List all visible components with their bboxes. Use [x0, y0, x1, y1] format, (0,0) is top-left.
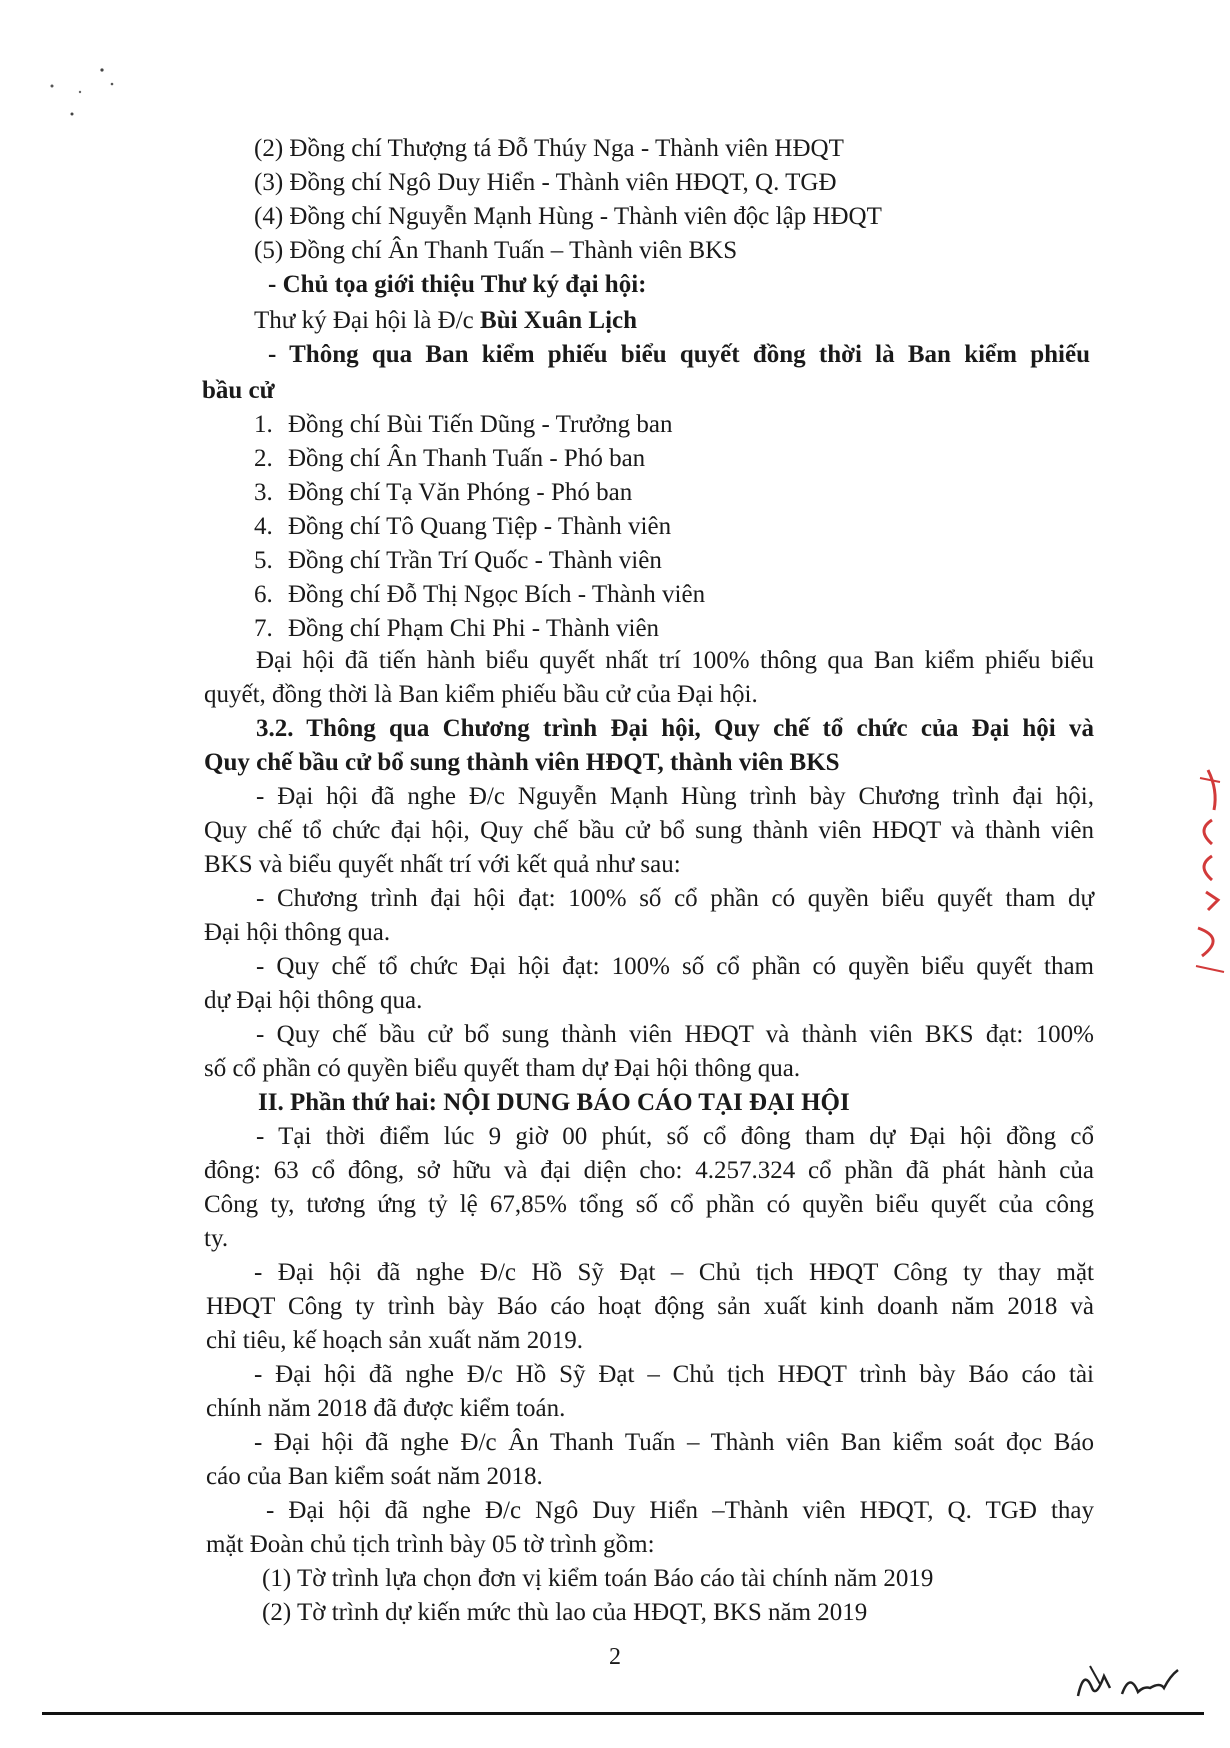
business-report-line-1: - Đại hội đã nghe Đ/c Hồ Sỹ Đạt – Chủ tịch HĐQT Công ty thay mặt	[254, 1259, 1094, 1286]
proposals-line-1: - Đại hội đã nghe Đ/c Ngô Duy Hiển –Thành viên HĐQT, Q. TGĐ thay	[266, 1497, 1094, 1524]
attendance-line-3: Công ty, tương ứng tỷ lệ 67,85% tổng số cổ phần có quyền biểu quyết của công	[204, 1191, 1094, 1218]
supervisory-report-line-2: cáo của Ban kiểm soát năm 2018.	[206, 1463, 543, 1490]
bottom-rule	[42, 1712, 1204, 1715]
business-report-line-3: chỉ tiêu, kế hoạch sản xuất năm 2019.	[206, 1327, 583, 1354]
program-para-line-3: BKS và biểu quyết nhất trí với kết quả như sau:	[204, 851, 681, 878]
section-3-2-heading: 3.2. Thông qua Chương trình Đại hội, Quy chế tổ chức của Đại hội và	[256, 715, 1094, 742]
scan-specks	[50, 62, 130, 122]
program-para-line-2: Quy chế tổ chức đại hội, Quy chế bầu cử bổ sung thành viên HĐQT và thành viên	[204, 817, 1094, 844]
proposals-line-2: mặt Đoàn chủ tịch trình bày 05 tờ trình gồm:	[206, 1531, 655, 1558]
program-para-line-1: - Đại hội đã nghe Đ/c Nguyễn Mạnh Hùng trình bày Chương trình đại hội,	[256, 783, 1094, 810]
committee-member-4: 4. Đồng chí Tô Quang Tiệp - Thành viên	[254, 513, 672, 540]
election-rules-result-line-2: số cổ phần có quyền biểu quyết tham dự Đại hội thông qua.	[204, 1055, 801, 1082]
attendee-line-5: (5) Đồng chí Ân Thanh Tuấn – Thành viên BKS	[254, 237, 738, 264]
secretary-heading: - Chủ tọa giới thiệu Thư ký đại hội:	[268, 271, 647, 298]
section-3-2-heading-cont: Quy chế bầu cử bổ sung thành viên HĐQT, thành viên BKS	[204, 749, 840, 776]
attendance-line-4: ty.	[204, 1225, 229, 1252]
election-rules-result-line-1: - Quy chế bầu cử bổ sung thành viên HĐQT và thành viên BKS đạt: 100%	[256, 1021, 1094, 1048]
attendance-line-1: - Tại thời điểm lúc 9 giờ 00 phút, số cổ đông tham dự Đại hội đồng cổ	[256, 1123, 1094, 1150]
secretary-line	[254, 304, 637, 338]
committee-member-2: 2. Đồng chí Ân Thanh Tuấn - Phó ban	[254, 445, 646, 472]
business-report-line-2: HĐQT Công ty trình bày Báo cáo hoạt động sản xuất kinh doanh năm 2018 và	[206, 1293, 1094, 1320]
attendee-line-3: (3) Đồng chí Ngô Duy Hiển - Thành viên HĐQT, Q. TGĐ	[254, 169, 837, 196]
program-result-line-1: - Chương trình đại hội đạt: 100% số cổ phần có quyền biểu quyết tham dự	[256, 885, 1094, 912]
attendee-line-2: (2) Đồng chí Thượng tá Đỗ Thúy Nga - Thành viên HĐQT	[254, 135, 844, 162]
program-result-line-2: Đại hội thông qua.	[204, 919, 391, 946]
committee-member-6: 6. Đồng chí Đỗ Thị Ngọc Bích - Thành viên	[254, 581, 706, 608]
handwritten-initials	[1070, 1658, 1190, 1708]
page-number: 2	[609, 1644, 621, 1670]
attendance-line-2: đông: 63 cổ đông, sở hữu và đại diện cho: 4.257.324 cổ phần đã phát hành của	[204, 1157, 1094, 1184]
red-seal-stamp-fragment	[1190, 760, 1230, 990]
counting-committee-heading: - Thông qua Ban kiểm phiếu biểu quyết đồng thời là Ban kiểm phiếu	[268, 341, 1090, 368]
attendee-line-4: (4) Đồng chí Nguyễn Mạnh Hùng - Thành viên độc lập HĐQT	[254, 203, 882, 230]
secretary-name: Bùi Xuân Lịch	[480, 307, 638, 334]
part-two-heading: II. Phần thứ hai: NỘI DUNG BÁO CÁO TẠI ĐẠI HỘI	[258, 1089, 850, 1116]
org-rules-result-line-1: - Quy chế tổ chức Đại hội đạt: 100% số cổ phần có quyền biểu quyết tham	[256, 953, 1094, 980]
committee-member-1: 1. Đồng chí Bùi Tiến Dũng - Trưởng ban	[254, 411, 673, 438]
supervisory-report-line-1: - Đại hội đã nghe Đ/c Ân Thanh Tuấn – Thành viên Ban kiểm soát đọc Báo	[254, 1429, 1094, 1456]
committee-member-7: 7. Đồng chí Phạm Chi Phi - Thành viên	[254, 615, 660, 642]
secretary-label: Thư ký Đại hội là Đ/c	[254, 307, 481, 334]
committee-member-3: 3. Đồng chí Tạ Văn Phóng - Phó ban	[254, 479, 633, 506]
counting-committee-heading-cont: bầu cử	[202, 377, 275, 404]
proposal-item-2: (2) Tờ trình dự kiến mức thù lao của HĐQT, BKS năm 2019	[262, 1599, 868, 1626]
proposal-item-1: (1) Tờ trình lựa chọn đơn vị kiểm toán Báo cáo tài chính năm 2019	[262, 1565, 934, 1592]
financial-report-line-1: - Đại hội đã nghe Đ/c Hồ Sỹ Đạt – Chủ tịch HĐQT trình bày Báo cáo tài	[254, 1361, 1094, 1388]
org-rules-result-line-2: dự Đại hội thông qua.	[204, 987, 423, 1014]
committee-vote-line-2: quyết, đồng thời là Ban kiểm phiếu bầu cử của Đại hội.	[204, 681, 758, 708]
committee-vote-line-1: Đại hội đã tiến hành biểu quyết nhất trí 100% thông qua Ban kiểm phiếu biểu	[256, 647, 1094, 674]
committee-member-5: 5. Đồng chí Trần Trí Quốc - Thành viên	[254, 547, 662, 574]
financial-report-line-2: chính năm 2018 đã được kiểm toán.	[206, 1395, 566, 1422]
